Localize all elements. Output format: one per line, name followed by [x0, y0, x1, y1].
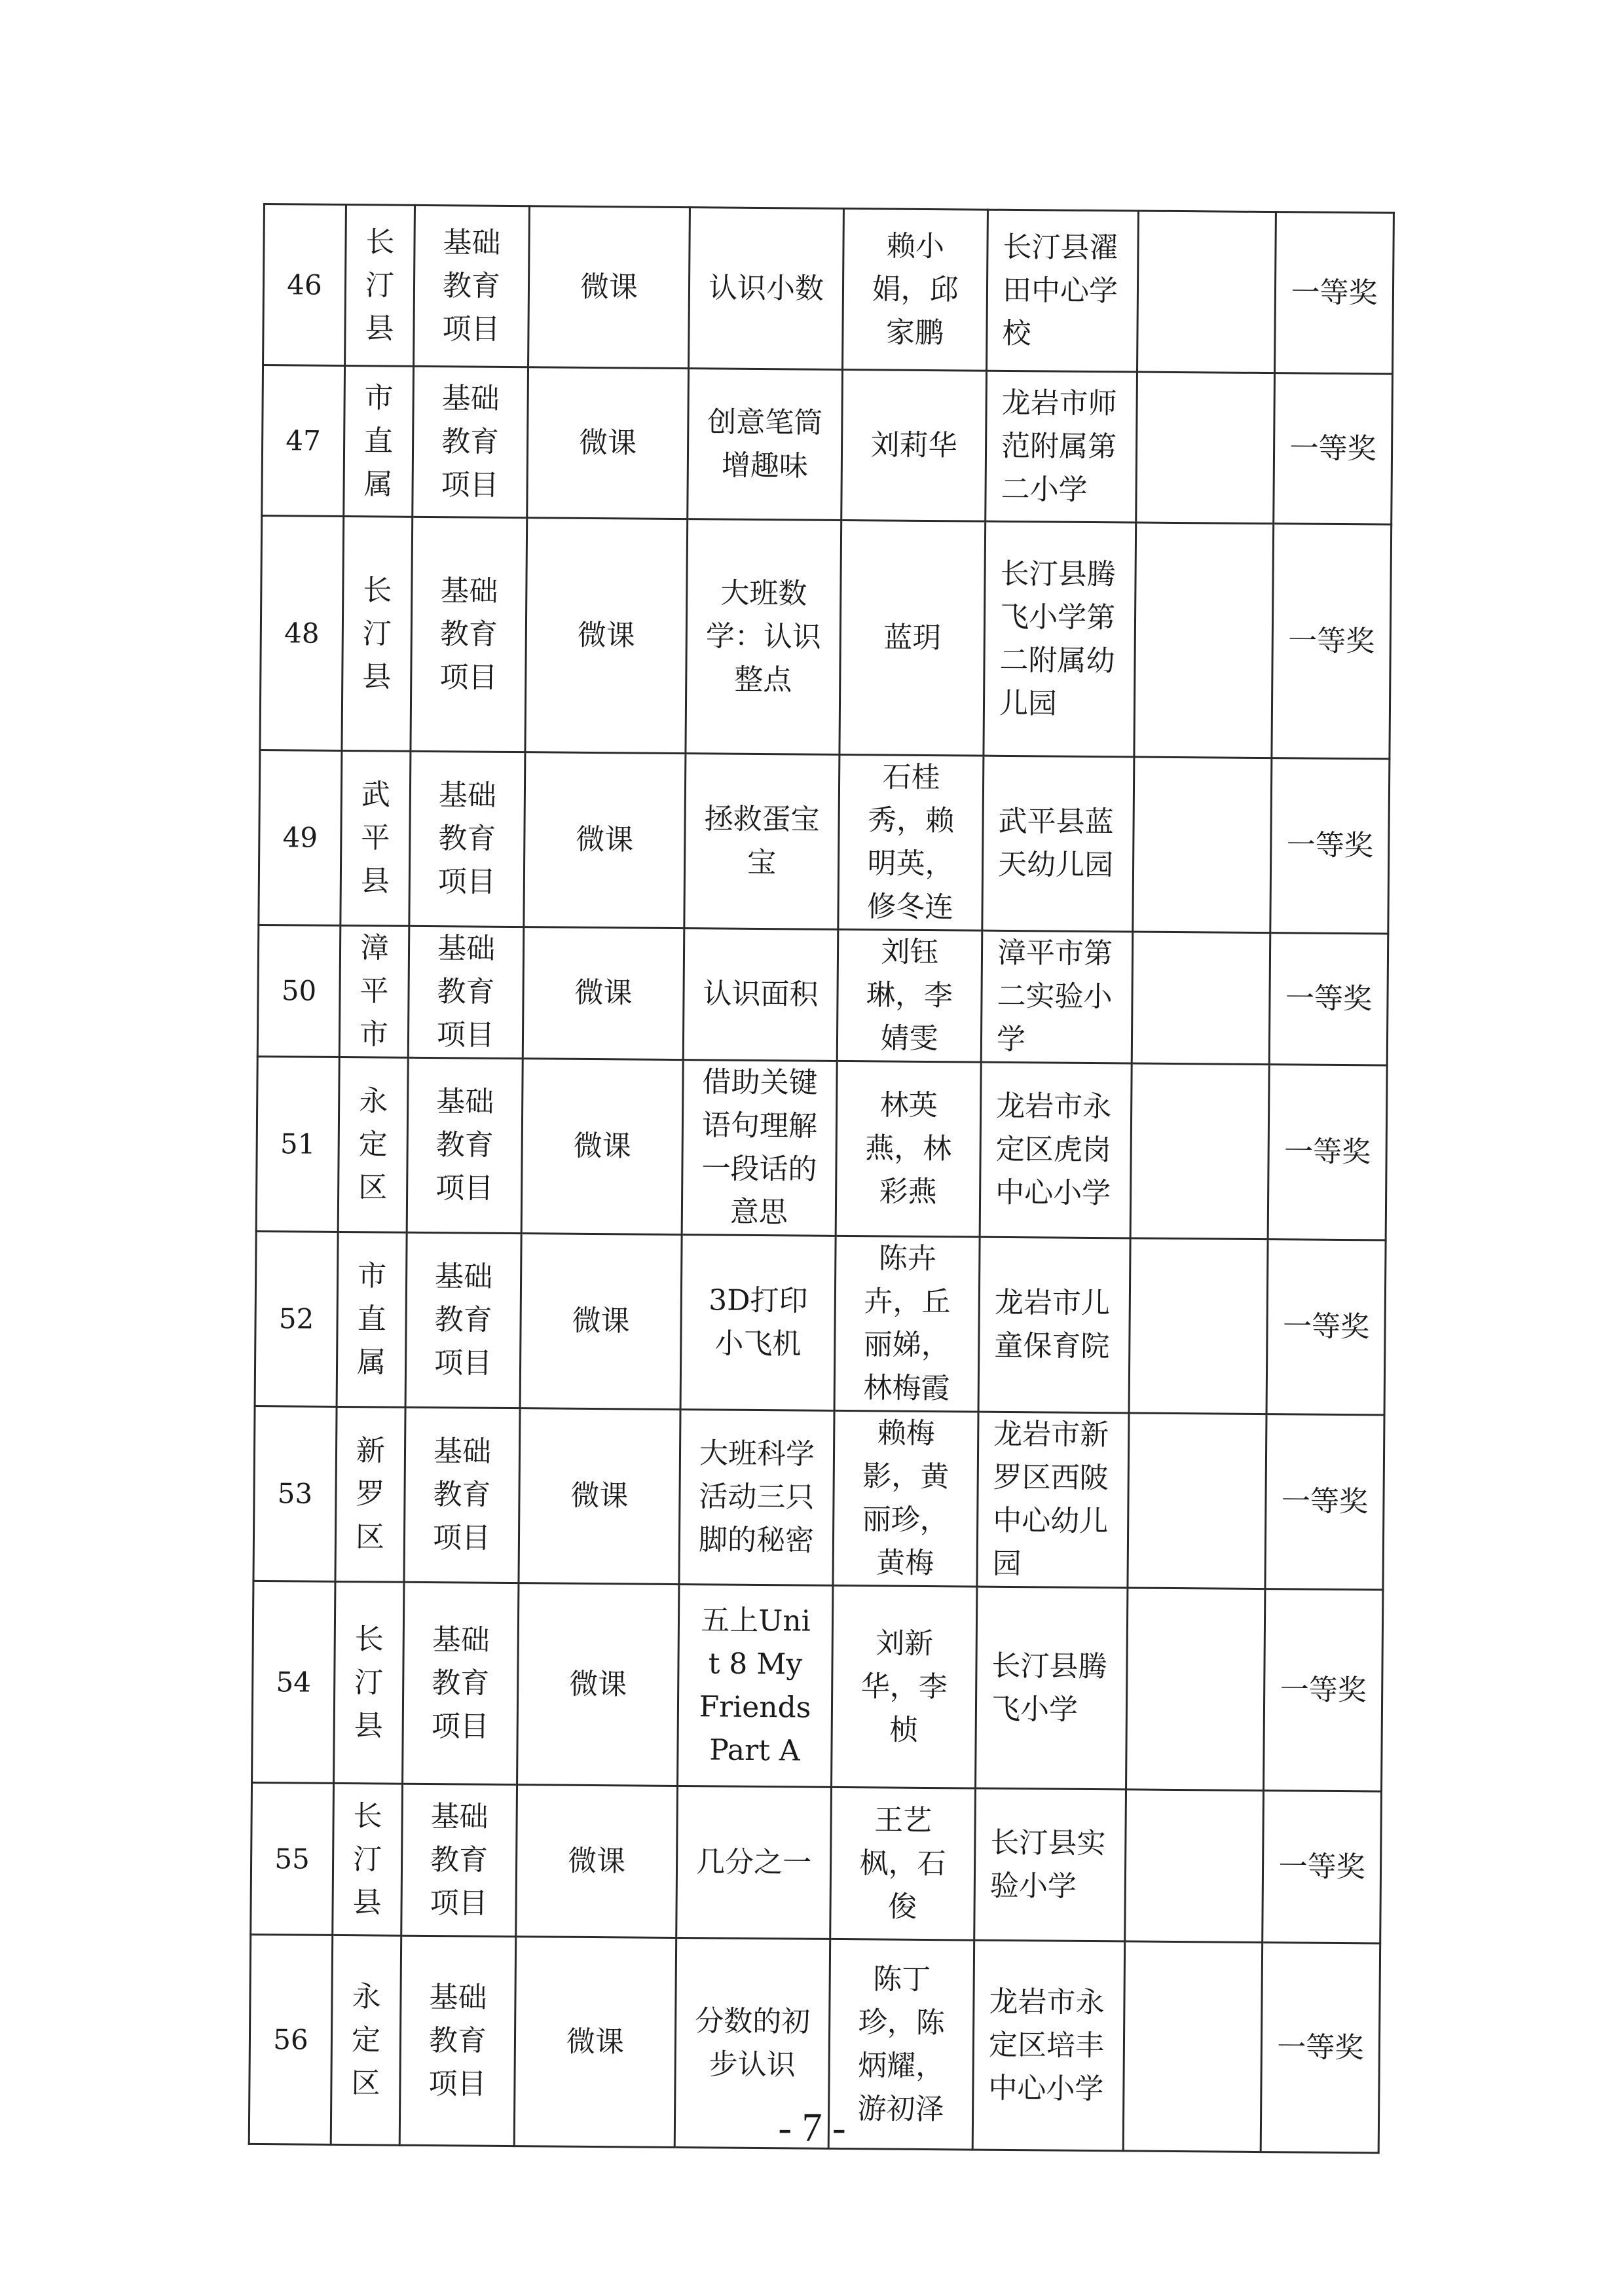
cell-authors: [832, 1585, 977, 1788]
table-row: [257, 925, 1388, 1065]
cell-note: [1136, 372, 1275, 524]
cell-no: [256, 1056, 339, 1232]
cell-award: [1272, 524, 1392, 759]
cell-category: [411, 517, 527, 752]
cell-category: [408, 926, 524, 1058]
cell-type: [528, 206, 690, 369]
cell-title: [676, 1786, 832, 1939]
cell-type: [519, 1408, 680, 1585]
cell-region-text: 长汀县: [352, 1799, 382, 1919]
cell-no: [251, 1782, 334, 1935]
cell-authors: [843, 208, 988, 371]
cell-note: [1134, 523, 1274, 758]
cell-category-text: 基础教育项目: [430, 1799, 489, 1920]
cell-award-text: 一等奖: [1277, 2030, 1364, 2065]
cell-note: [1132, 932, 1270, 1065]
cell-authors-text: 赖梅影，黄丽珍，黄梅: [862, 1416, 950, 1581]
cell-no-text: 47: [286, 424, 322, 457]
cell-category-text: 基础教育项目: [431, 1623, 490, 1744]
cell-title-text: 3D打印小飞机: [709, 1283, 808, 1361]
cell-region: [334, 1581, 404, 1784]
cell-no-text: 56: [273, 2023, 308, 2056]
cell-authors-text: 刘钰琳，李婧雯: [866, 935, 953, 1056]
cell-no-text: 51: [280, 1128, 316, 1160]
cell-category-text: 基础教育项目: [428, 1980, 487, 2101]
cell-no: [259, 750, 342, 925]
cell-note: [1125, 1790, 1264, 1943]
cell-title-text: 认识小数: [708, 270, 824, 306]
cell-authors: [830, 1787, 976, 1940]
cell-region: [345, 204, 415, 366]
cell-title: [680, 1235, 836, 1411]
cell-title: [682, 1060, 837, 1236]
cell-type-text: 微课: [574, 976, 633, 1010]
table-row: [255, 1231, 1386, 1415]
cell-award-text: 一等奖: [1288, 623, 1375, 658]
cell-no-text: 53: [277, 1477, 313, 1510]
cell-award: [1268, 1065, 1387, 1240]
cell-category-text: 基础教育项目: [437, 779, 497, 899]
cell-authors: [836, 1061, 981, 1237]
cell-award: [1264, 1589, 1383, 1791]
cell-authors: [838, 754, 984, 930]
cell-region-text: 永定区: [351, 1979, 381, 2100]
cell-unit: [976, 1587, 1128, 1790]
cell-unit: [981, 930, 1133, 1063]
cell-unit-text: 长汀县腾飞小学: [991, 1649, 1107, 1727]
cell-type-text: 微课: [577, 618, 636, 652]
cell-award: [1263, 1791, 1382, 1943]
cell-region: [338, 1057, 408, 1232]
cell-award: [1266, 1239, 1386, 1415]
cell-note: [1130, 1063, 1269, 1239]
cell-no: [260, 515, 344, 750]
cell-region-text: 武平县: [360, 778, 391, 898]
cell-authors-text: 蓝玥: [883, 620, 942, 655]
cell-title: [689, 208, 844, 370]
cell-title: [686, 519, 841, 755]
cell-unit-text: 长汀县腾飞小学第二附属幼儿园: [999, 557, 1116, 721]
cell-award-text: 一等奖: [1291, 275, 1378, 310]
cell-no: [255, 1231, 338, 1406]
cell-authors-text: 刘莉华: [870, 428, 957, 462]
cell-title-text: 创意笔筒增趣味: [707, 405, 823, 483]
cell-unit: [984, 521, 1136, 757]
cell-award-text: 一等奖: [1278, 1849, 1365, 1884]
cell-unit-text: 龙岩市永定区虎岗中心小学: [995, 1089, 1112, 1211]
cell-type-text: 微课: [573, 1129, 631, 1164]
cell-category: [405, 1232, 521, 1408]
table-row: [263, 204, 1394, 375]
cell-region: [342, 516, 413, 751]
cell-category: [407, 1057, 523, 1233]
cell-type: [523, 927, 684, 1060]
cell-region: [344, 365, 414, 517]
cell-region: [341, 750, 411, 926]
cell-award: [1265, 1414, 1384, 1590]
cell-type: [516, 1785, 678, 1938]
cell-award-text: 一等奖: [1280, 1672, 1367, 1707]
cell-region-text: 市直属: [363, 380, 394, 502]
cell-type: [527, 367, 689, 519]
cell-region: [337, 1232, 407, 1407]
cell-unit: [974, 1788, 1126, 1941]
cell-category-text: 基础教育项目: [436, 932, 496, 1052]
cell-award-text: 一等奖: [1286, 828, 1374, 863]
cell-category-text: 基础教育项目: [435, 1085, 494, 1205]
cell-unit: [977, 1412, 1129, 1588]
cell-award-text: 一等奖: [1281, 1484, 1369, 1519]
cell-title-text: 借助关键语句理解一段话的意思: [701, 1065, 818, 1230]
cell-type-text: 微课: [569, 1667, 627, 1701]
cell-region-text: 长汀县: [365, 225, 395, 346]
cell-award-text: 一等奖: [1283, 1135, 1371, 1169]
cell-authors: [833, 1410, 978, 1587]
cell-note: [1128, 1413, 1266, 1589]
cell-no-text: 48: [284, 616, 320, 650]
cell-unit: [987, 210, 1139, 372]
table-row: [260, 515, 1392, 759]
cell-category-text: 基础教育项目: [434, 1260, 493, 1380]
cell-category-text: 基础教育项目: [432, 1435, 492, 1555]
cell-category: [413, 366, 528, 517]
cell-region-text: 永定区: [358, 1084, 388, 1205]
cell-award-text: 一等奖: [1282, 1310, 1370, 1344]
cell-region: [333, 1783, 403, 1936]
cell-no-text: 46: [287, 268, 322, 301]
table-row: [256, 1056, 1387, 1240]
cell-no: [263, 204, 346, 366]
cell-region-text: 市直属: [356, 1259, 387, 1380]
cell-type: [520, 1234, 682, 1410]
cell-type-text: 微课: [570, 1478, 629, 1513]
cell-unit-text: 龙岩市永定区培丰中心小学: [988, 1985, 1105, 2106]
table-row: [251, 1782, 1382, 1943]
cell-title-text: 分数的初步认识: [695, 2004, 811, 2082]
cell-title-text: 拯救蛋宝宝: [704, 802, 820, 880]
cell-category: [409, 751, 525, 927]
award-table: [248, 203, 1395, 2154]
cell-category-text: 基础教育项目: [441, 381, 500, 502]
cell-no-text: 55: [274, 1842, 310, 1875]
cell-authors-text: 林英燕，林彩燕: [864, 1088, 952, 1209]
cell-authors-text: 陈卉卉，丘丽娣，林梅霞: [863, 1241, 951, 1406]
cell-unit-text: 武平县蓝天幼儿园: [997, 804, 1114, 883]
cell-unit: [986, 371, 1137, 523]
cell-unit-text: 龙岩市师范附属第二小学: [1001, 386, 1117, 507]
cell-type: [517, 1583, 679, 1786]
cell-type: [521, 1059, 683, 1235]
cell-award: [1275, 212, 1394, 374]
cell-category-text: 基础教育项目: [439, 574, 498, 695]
cell-title-text: 几分之一: [695, 1845, 812, 1880]
cell-unit-text: 龙岩市新罗区西陂中心幼儿园: [992, 1417, 1109, 1581]
cell-title: [683, 928, 838, 1061]
cell-authors: [837, 929, 982, 1062]
cell-unit: [982, 756, 1134, 932]
cell-note: [1137, 211, 1276, 373]
cell-no: [262, 365, 345, 517]
cell-title: [688, 369, 843, 521]
cell-region: [339, 925, 409, 1057]
cell-award: [1270, 758, 1390, 934]
cell-region-text: 新罗区: [355, 1434, 386, 1554]
cell-title: [684, 754, 840, 930]
cell-type-text: 微课: [572, 1304, 630, 1338]
cell-type: [525, 518, 688, 754]
cell-category: [404, 1407, 520, 1583]
cell-type-text: 微课: [576, 822, 634, 857]
cell-category: [401, 1784, 517, 1936]
cell-unit-text: 龙岩市儿童保育院: [994, 1285, 1111, 1364]
page-number: - 7 -: [778, 2106, 846, 2150]
cell-type-text: 微课: [567, 1844, 626, 1878]
cell-category-text: 基础教育项目: [442, 225, 501, 346]
cell-unit: [978, 1237, 1130, 1413]
cell-region: [335, 1406, 405, 1582]
cell-award-text: 一等奖: [1289, 431, 1376, 466]
cell-authors: [841, 369, 987, 521]
cell-no: [253, 1406, 337, 1581]
cell-category: [403, 1582, 519, 1784]
cell-authors: [834, 1236, 980, 1412]
cell-note: [1129, 1238, 1268, 1414]
cell-unit-text: 漳平市第二实验小学: [996, 936, 1113, 1057]
cell-region-text: 长汀县: [354, 1622, 384, 1743]
cell-award: [1274, 373, 1393, 524]
cell-no-text: 54: [276, 1665, 312, 1698]
cell-type: [524, 752, 686, 928]
cell-type-text: 微课: [566, 2025, 625, 2059]
cell-no-text: 52: [278, 1302, 314, 1335]
cell-title-text: 五上Unit 8 My Friends Part A: [699, 1603, 811, 1768]
cell-authors-text: 石桂秀，赖明英，修冬连: [866, 760, 955, 925]
cell-region-text: 长汀县: [362, 573, 392, 694]
cell-award: [1269, 933, 1388, 1065]
cell-no: [252, 1581, 335, 1783]
cell-category: [414, 205, 530, 367]
cell-authors-text: 赖小娟，邱家鹏: [872, 229, 959, 350]
cell-title: [679, 1410, 834, 1586]
cell-authors-text: 陈丁珍，陈炳耀，游初泽: [857, 1962, 945, 2126]
table-row: [252, 1581, 1383, 1791]
table-row: [262, 365, 1393, 525]
cell-region-text: 漳平市: [359, 931, 390, 1052]
cell-title-text: 大班科学活动三只脚的秘密: [698, 1437, 815, 1558]
cell-title-text: 大班数学：认识整点: [705, 576, 822, 697]
cell-type-text: 微课: [578, 426, 637, 460]
cell-authors-text: 王艺枫，石俊: [859, 1803, 946, 1924]
cell-unit: [980, 1062, 1132, 1238]
cell-authors: [840, 520, 986, 756]
cell-note: [1133, 757, 1272, 933]
cell-no: [257, 925, 341, 1057]
cell-unit-text: 长汀县实验小学: [989, 1826, 1106, 1903]
table-row: [253, 1406, 1384, 1590]
cell-award-text: 一等奖: [1285, 982, 1373, 1016]
table-row: [259, 750, 1390, 934]
cell-unit-text: 长汀县濯田中心学校: [1002, 230, 1118, 350]
cell-authors-text: 刘新华，李桢: [860, 1626, 948, 1747]
cell-note: [1126, 1588, 1265, 1791]
cell-no-text: 50: [281, 974, 317, 1007]
cell-type-text: 微课: [580, 270, 638, 304]
cell-no-text: 49: [282, 821, 318, 854]
cell-title: [678, 1585, 833, 1788]
cell-title-text: 认识面积: [703, 977, 819, 1012]
